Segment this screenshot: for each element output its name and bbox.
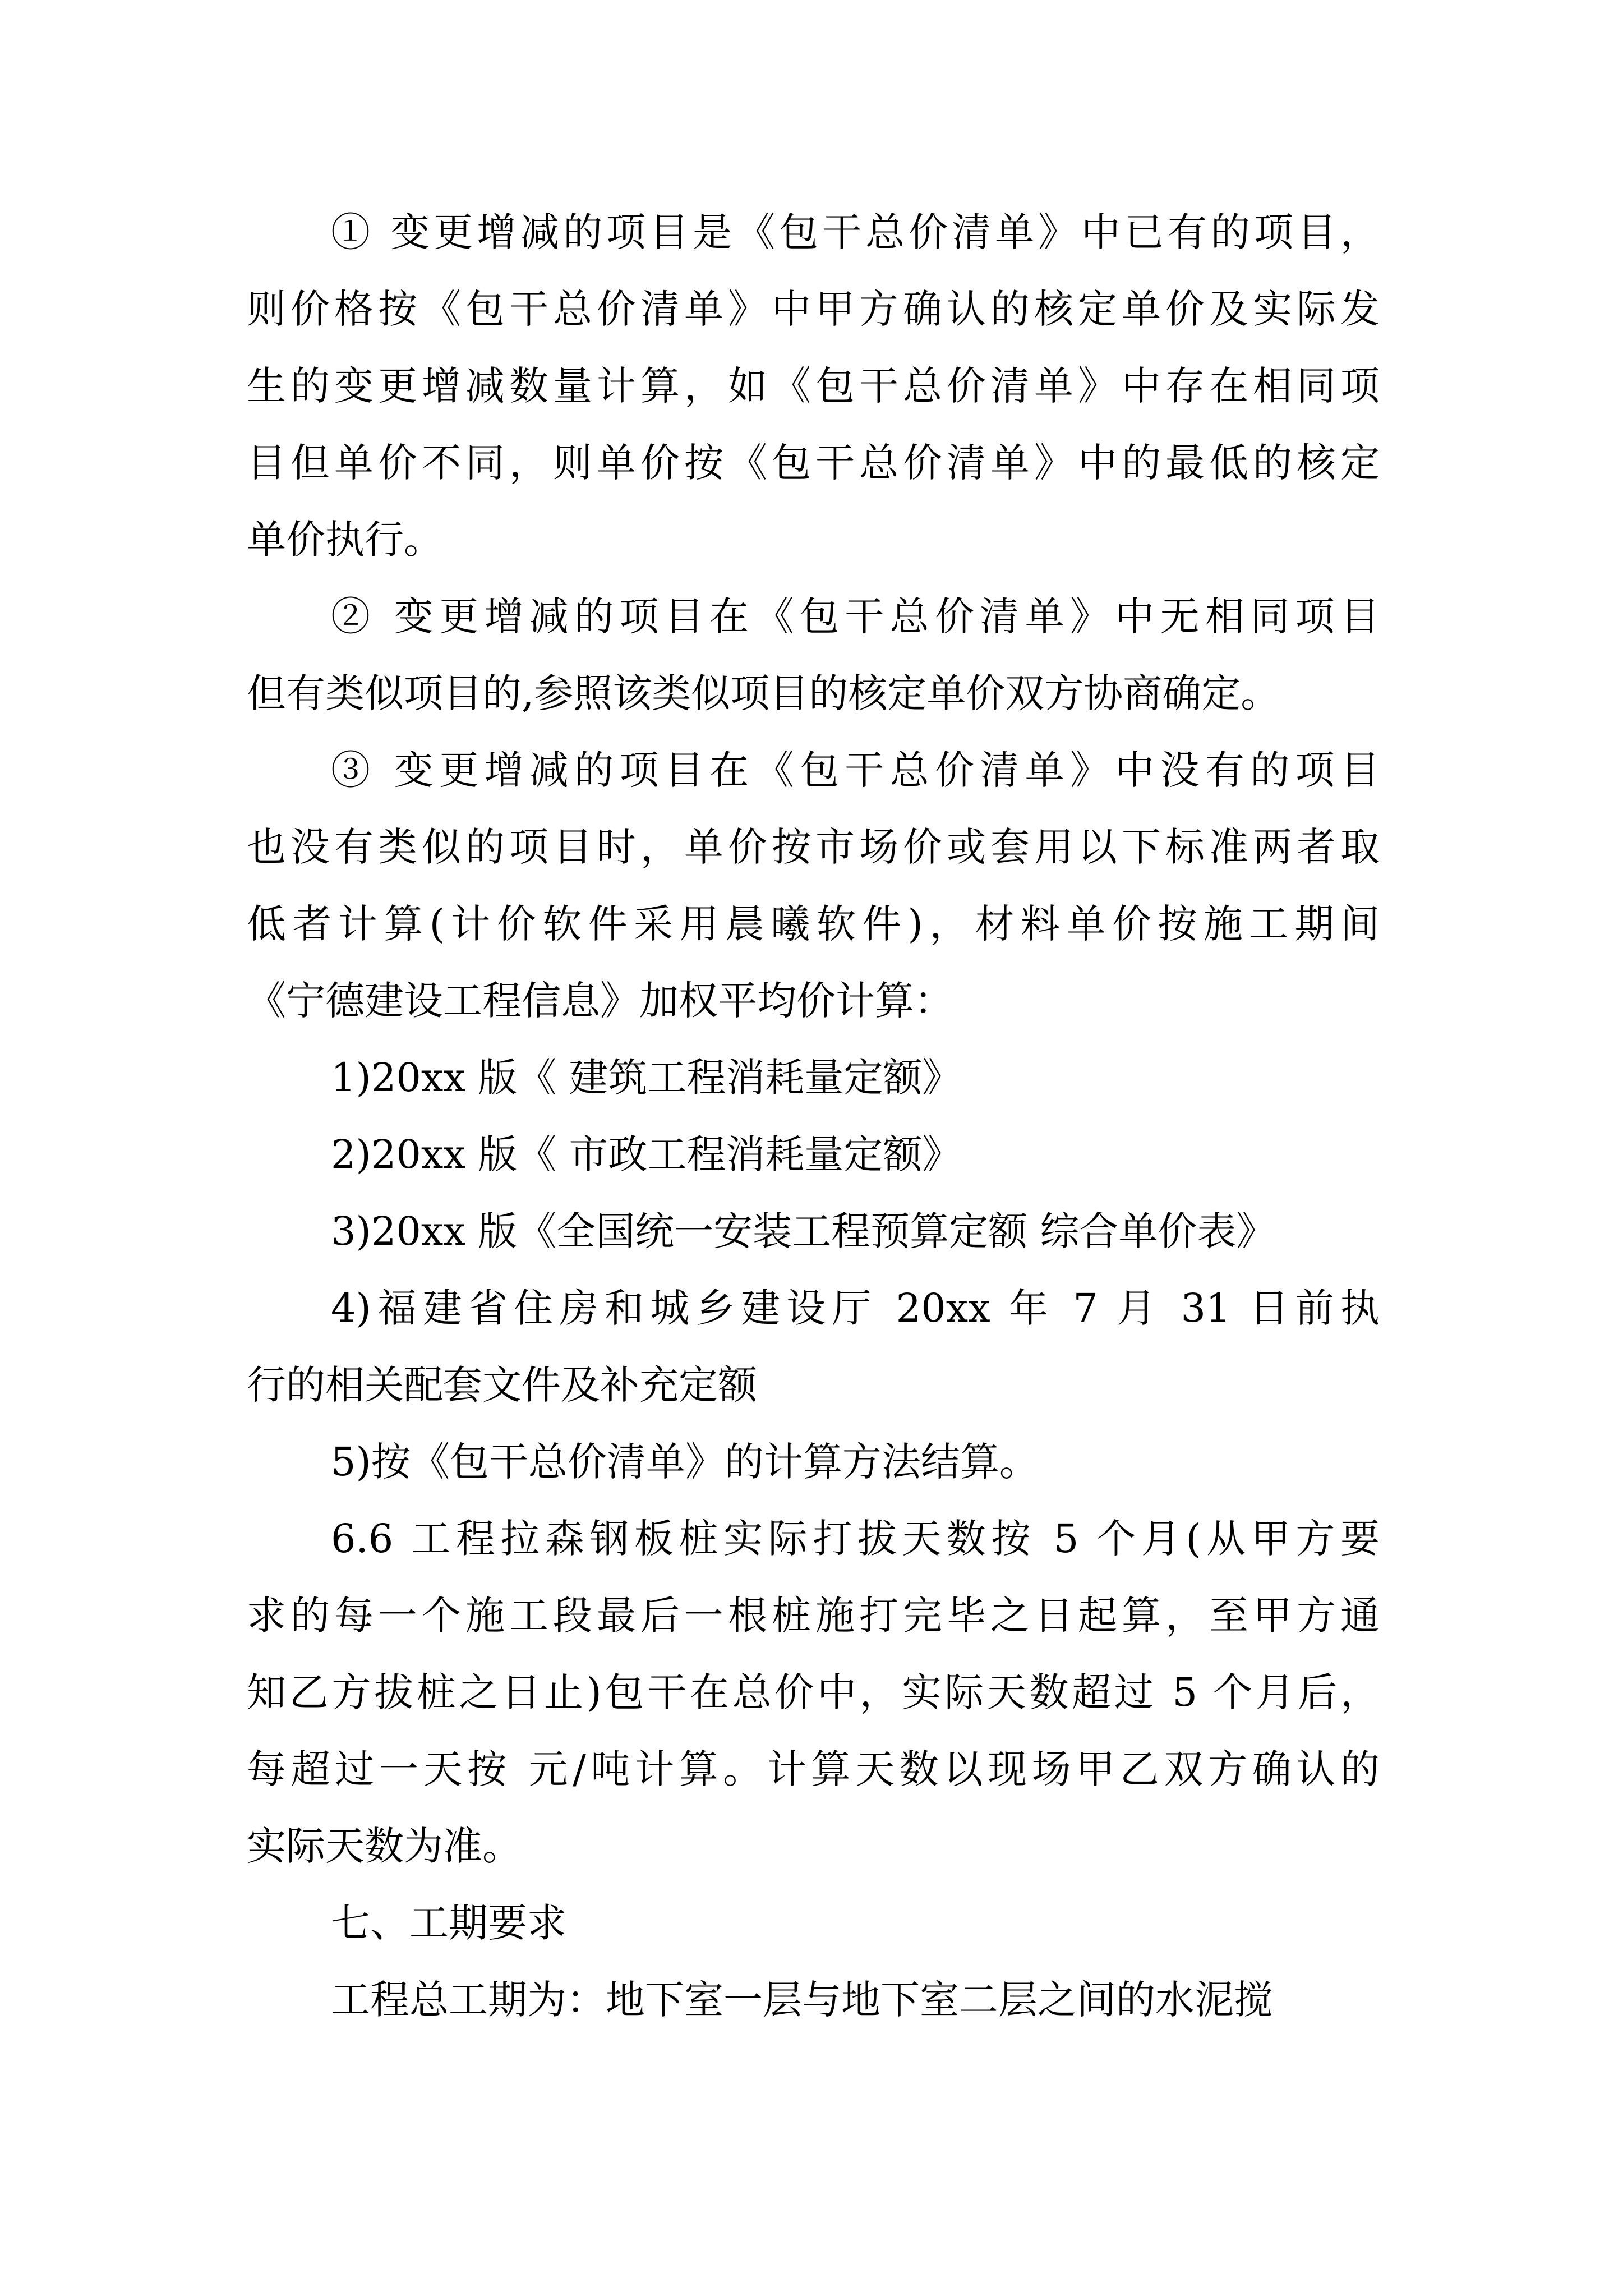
text-line: 4)福建省住房和城乡建设厅 20xx 年 7 月 31 日前执 bbox=[331, 1285, 1380, 1331]
paragraph-p1 bbox=[247, 194, 1380, 578]
text-line: 行的相关配套文件及补充定额 bbox=[247, 1362, 757, 1408]
text-line: 求的每一个施工段最后一根桩施打完毕之日起算，至甲方通 bbox=[247, 1593, 1380, 1639]
paragraph-p2 bbox=[247, 578, 1380, 732]
paragraph-p3 bbox=[247, 732, 1380, 1039]
paragraph-p6 bbox=[247, 1193, 1380, 1270]
text-line: 6.6 工程拉森钢板桩实际打拔天数按 5 个月(从甲方要 bbox=[331, 1516, 1380, 1562]
text-line: 七、工期要求 bbox=[331, 1900, 566, 1946]
paragraph-p11 bbox=[247, 1962, 1380, 2039]
paragraph-p8 bbox=[247, 1424, 1380, 1501]
text-line: 目但单价不同，则单价按《包干总价清单》中的最低的核定 bbox=[247, 440, 1380, 486]
text-line: ② 变更增减的项目在《包干总价清单》中无相同项目 bbox=[331, 593, 1380, 639]
text-line: 5)按《包干总价清单》的计算方法结算。 bbox=[331, 1439, 1039, 1485]
text-line: 但有类似项目的,参照该类似项目的核定单价双方协商确定。 bbox=[247, 670, 1280, 716]
text-line: 也没有类似的项目时，单价按市场价或套用以下标准两者取 bbox=[247, 824, 1380, 870]
text-line: 工程总工期为：地下室一层与地下室二层之间的水泥搅 bbox=[331, 1977, 1273, 2023]
text-line: 2)20xx 版《 市政工程消耗量定额》 bbox=[331, 1131, 962, 1177]
text-line: 每超过一天按 元/吨计算。计算天数以现场甲乙双方确认的 bbox=[247, 1746, 1380, 1792]
paragraph-p4 bbox=[247, 1039, 1380, 1116]
paragraph-p9 bbox=[247, 1501, 1380, 1885]
text-line: 低者计算(计价软件采用晨曦软件)，材料单价按施工期间 bbox=[247, 901, 1380, 947]
paragraph-p5 bbox=[247, 1116, 1380, 1193]
text-line: 生的变更增减数量计算，如《包干总价清单》中存在相同项 bbox=[247, 363, 1380, 409]
text-line: 3)20xx 版《全国统一安装工程预算定额 综合单价表》 bbox=[331, 1208, 1276, 1254]
paragraph-p7 bbox=[247, 1270, 1380, 1424]
text-line: ③ 变更增减的项目在《包干总价清单》中没有的项目 bbox=[331, 747, 1380, 793]
document-body bbox=[247, 194, 1380, 2039]
paragraph-p10 bbox=[247, 1885, 1380, 1962]
text-line: 实际天数为准。 bbox=[247, 1823, 522, 1869]
text-line: 知乙方拔桩之日止)包干在总价中，实际天数超过 5 个月后， bbox=[247, 1669, 1380, 1715]
text-line: 则价格按《包干总价清单》中甲方确认的核定单价及实际发 bbox=[247, 286, 1380, 332]
text-line: 单价执行。 bbox=[247, 517, 443, 563]
text-line: 1)20xx 版《 建筑工程消耗量定额》 bbox=[331, 1055, 962, 1101]
text-line: ① 变更增减的项目是《包干总价清单》中已有的项目， bbox=[331, 209, 1380, 255]
text-line: 《宁德建设工程信息》加权平均价计算： bbox=[247, 978, 953, 1024]
